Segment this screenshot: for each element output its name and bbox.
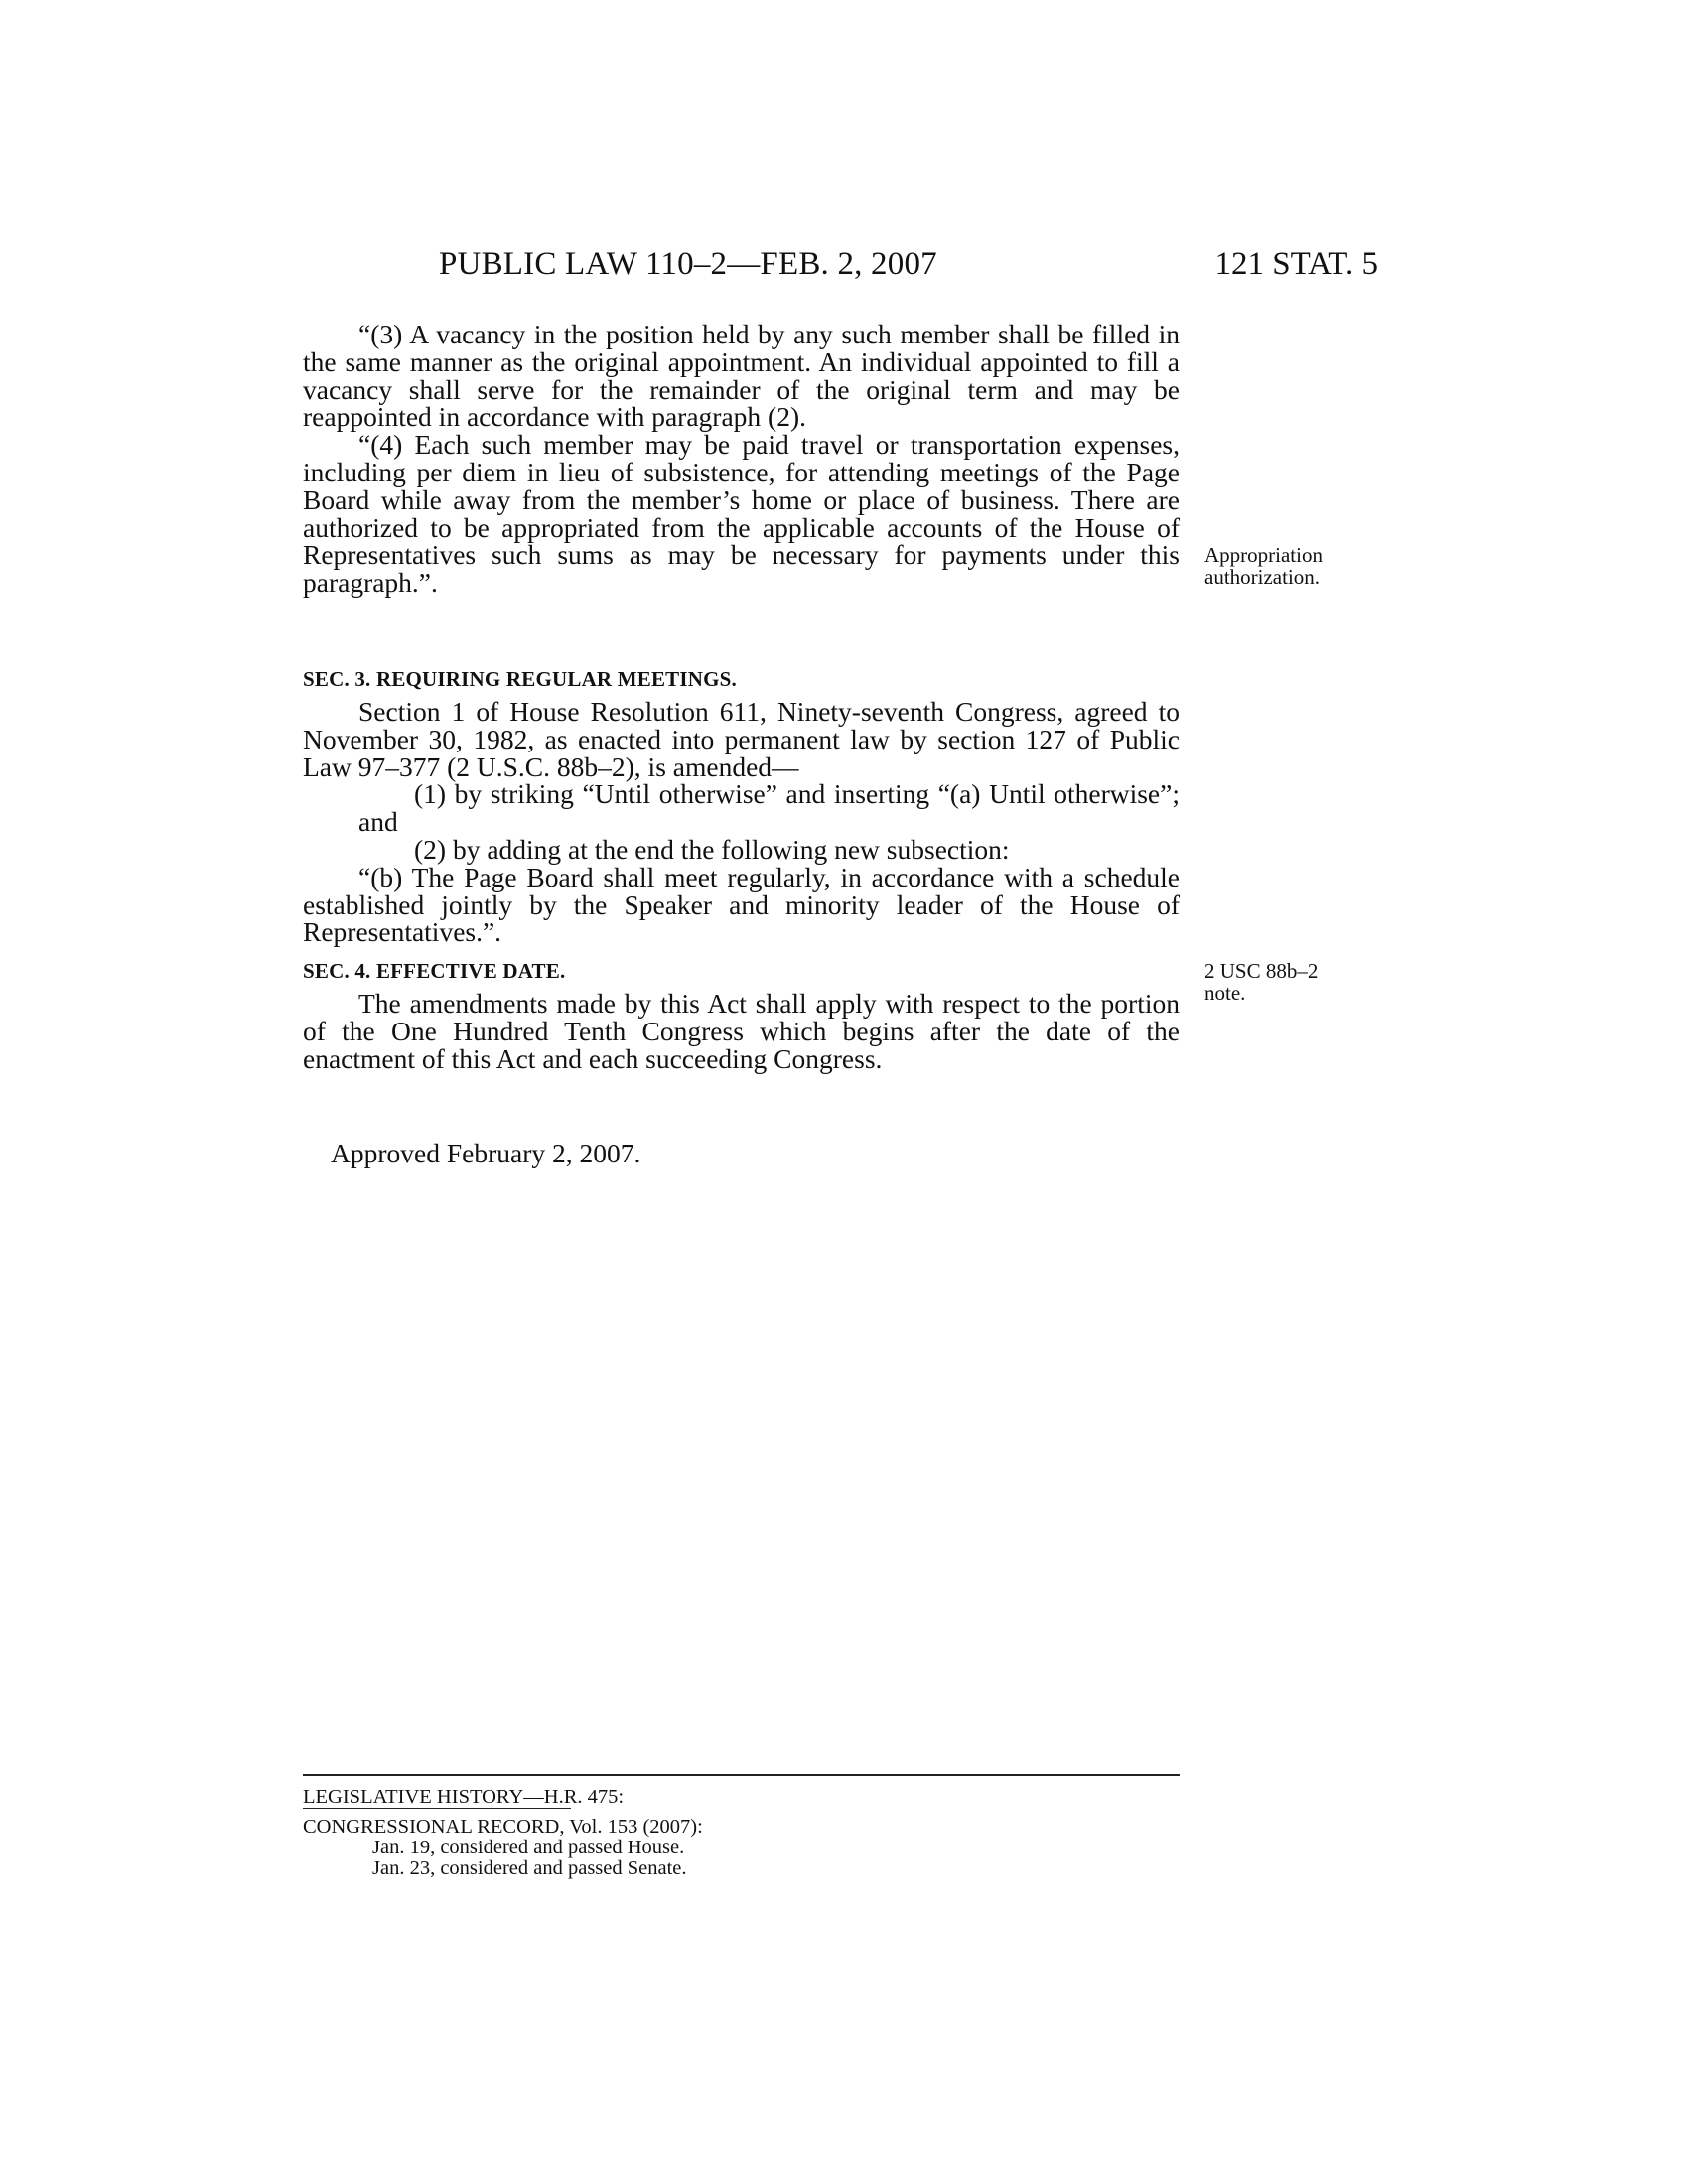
sec4-block [303,990,1180,1072]
sec4-heading: SEC. 4. EFFECTIVE DATE. [303,959,566,983]
margin-note-usc: 2 USC 88b–2 note. [1204,959,1319,1005]
history-entry: Jan. 19, considered and passed House. [372,1837,685,1858]
sec3-item-1: (1) by striking “Until otherwise” and inserting “(a) Until otherwise”; and [358,778,1180,838]
approved-line: Approved February 2, 2007. [331,1138,641,1168]
sec3-quote: “(b) The Page Board shall meet regularly, in accordance with a schedule established jointly by the Speaker and minority leader of the House of Representatives.”. [303,861,1180,948]
paragraph-4: “(4) Each such member may be paid travel or transportation expenses, including per diem in lieu of subsistence, for attending meetings of the Page Board while away from the member’s home or place of business. There are authorized to be appropriated from the applicable accounts of the House of Representatives such sums as may be necessary for payments under this paragraph.”. [303,429,1180,599]
history-entry: Jan. 23, considered and passed Senate. [372,1857,687,1879]
congressional-record-line: CONGRESSIONAL RECORD, Vol. 153 (2007): [303,1816,703,1838]
legislative-history-title: LEGISLATIVE HISTORY—H.R. 475: [303,1786,625,1808]
sec4-text: The amendments made by this Act shall apply with respect to the portion of the One Hundred Tenth Congress which begins after the date of the enactment of this Act and each succeeding Congress. [303,988,1180,1074]
paragraph-3: “(3) A vacancy in the position held by any such member shall be filled in the same manner as the original appointment. An individual appointed to fill a vacancy shall serve for the remainder of the original term and may be reappointed in accordance with paragraph (2). [303,319,1180,433]
page-header-stat: 121 STAT. 5 [1214,246,1378,282]
page-header-title: PUBLIC LAW 110–2—FEB. 2, 2007 [439,246,937,282]
legislative-history-underline [303,1808,571,1809]
sec3-block [303,698,1180,946]
sec3-item-2: (2) by adding at the end the following new subsection: [414,833,1010,865]
footnote-rule [303,1774,1180,1776]
top-paragraphs-block [303,321,1180,597]
margin-note-appropriation: Appropriation authorization. [1204,543,1323,589]
sec3-heading: SEC. 3. REQUIRING REGULAR MEETINGS. [303,667,737,691]
sec3-intro: Section 1 of House Resolution 611, Ninety-seventh Congress, agreed to November 30, 1982, as enacted into permanent law by section 127 of Public Law 97–377 (2 U.S.C. 88b–2), is amended— [303,696,1180,782]
